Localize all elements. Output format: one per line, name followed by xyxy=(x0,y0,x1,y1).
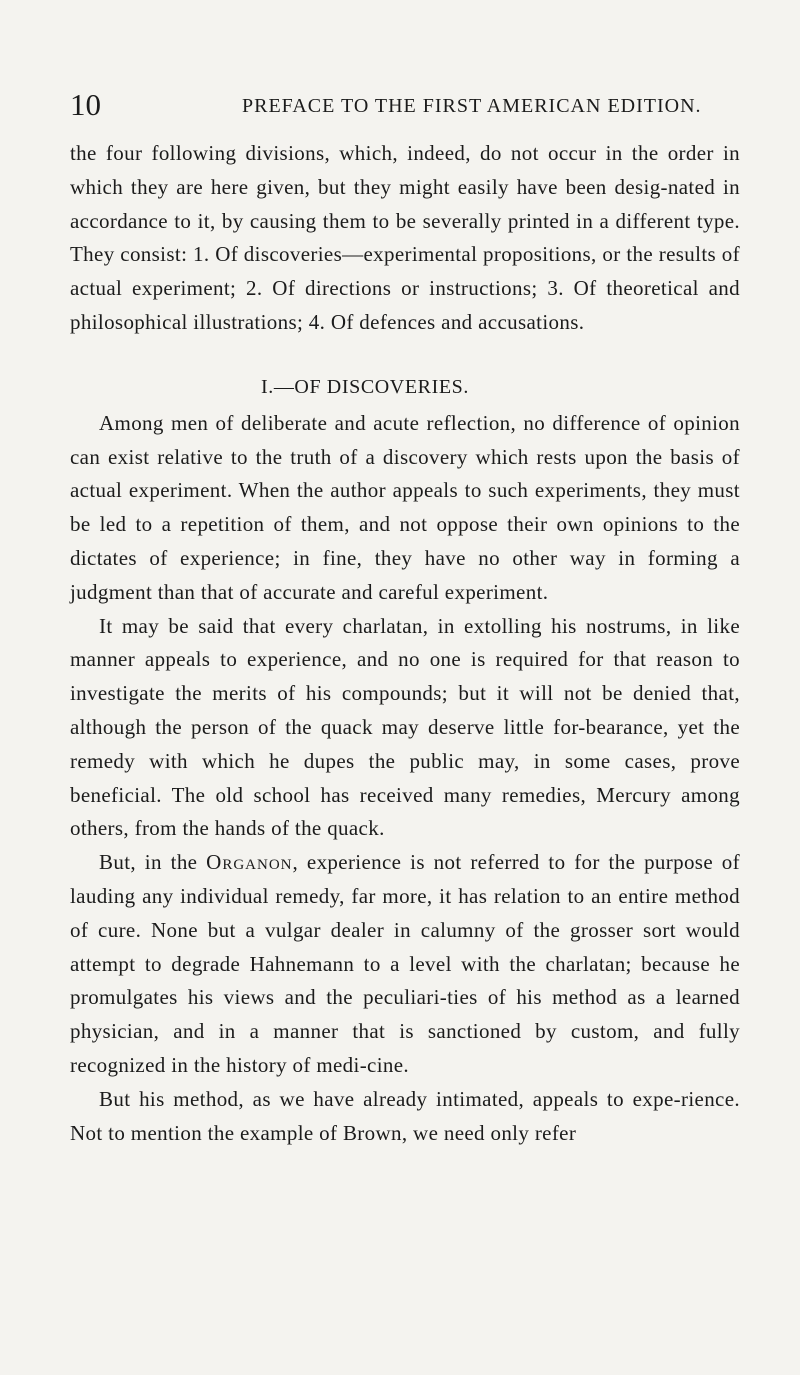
paragraph-organon xyxy=(70,846,740,1083)
paragraph-organon-rest: , experience is not referred to for the purpose of lauding any individual remedy, far more, it has relation to an entire method of cure. None but a vulgar dealer in calumny of the grosser sort would attempt to degrade Hahnemann to a level with the charlatan; because he promulgates his views and the peculiari-ties of his method as a learned physician, and in a manner that is sanctioned by custom, and fully recognized in the history of medi-cine. xyxy=(70,850,741,1077)
paragraph-continued: the four following divisions, which, indeed, do not occur in the order in which they are here given, but they might easily have been desig-nated in accordance to it, by causing them to be severally printed in a different type. They consist: 1. Of discoveries—experimental propositions, or the results of actual experiment; 2. Of directions or instructions; 3. Of theoretical and philosophical illustrations; 4. Of defences and accusations. xyxy=(70,141,740,334)
paragraph-method: But his method, as we have already intimated, appeals to expe-rience. Not to mention the example of Brown, we need only refer xyxy=(70,1086,740,1145)
page-number: 10 xyxy=(70,87,101,122)
page-header xyxy=(70,88,740,122)
page-body xyxy=(70,137,740,1150)
paragraph-discoveries: Among men of deliberate and acute reflection, no difference of opinion can exist relative to the truth of a discovery which rests upon the basis of actual experiment. When the author appeals to such experiments, they must be led to a repetition of them, and not oppose their own opinions to the dictates of experience; in fine, they have no other way in forming a judgment than that of accurate and careful experiment. xyxy=(70,410,740,604)
running-title: PREFACE TO THE FIRST AMERICAN EDITION. xyxy=(242,95,702,117)
paragraph-charlatan: It may be said that every charlatan, in extolling his nostrums, in like manner appeals to experience, and no one is required for that reason to investigate the merits of his compounds; but it will not be denied that, although the person of the quack may deserve little for-bearance, yet the remedy with which he dupes the public may, in some cases, prove beneficial. The old school has received many remedies, Mercury among others, from the hands of the quack. xyxy=(70,613,740,841)
section-heading: I.—OF DISCOVERIES. xyxy=(260,375,470,398)
organon-title: Organon xyxy=(206,850,293,875)
paragraph-organon-start: But, in the xyxy=(99,850,207,875)
